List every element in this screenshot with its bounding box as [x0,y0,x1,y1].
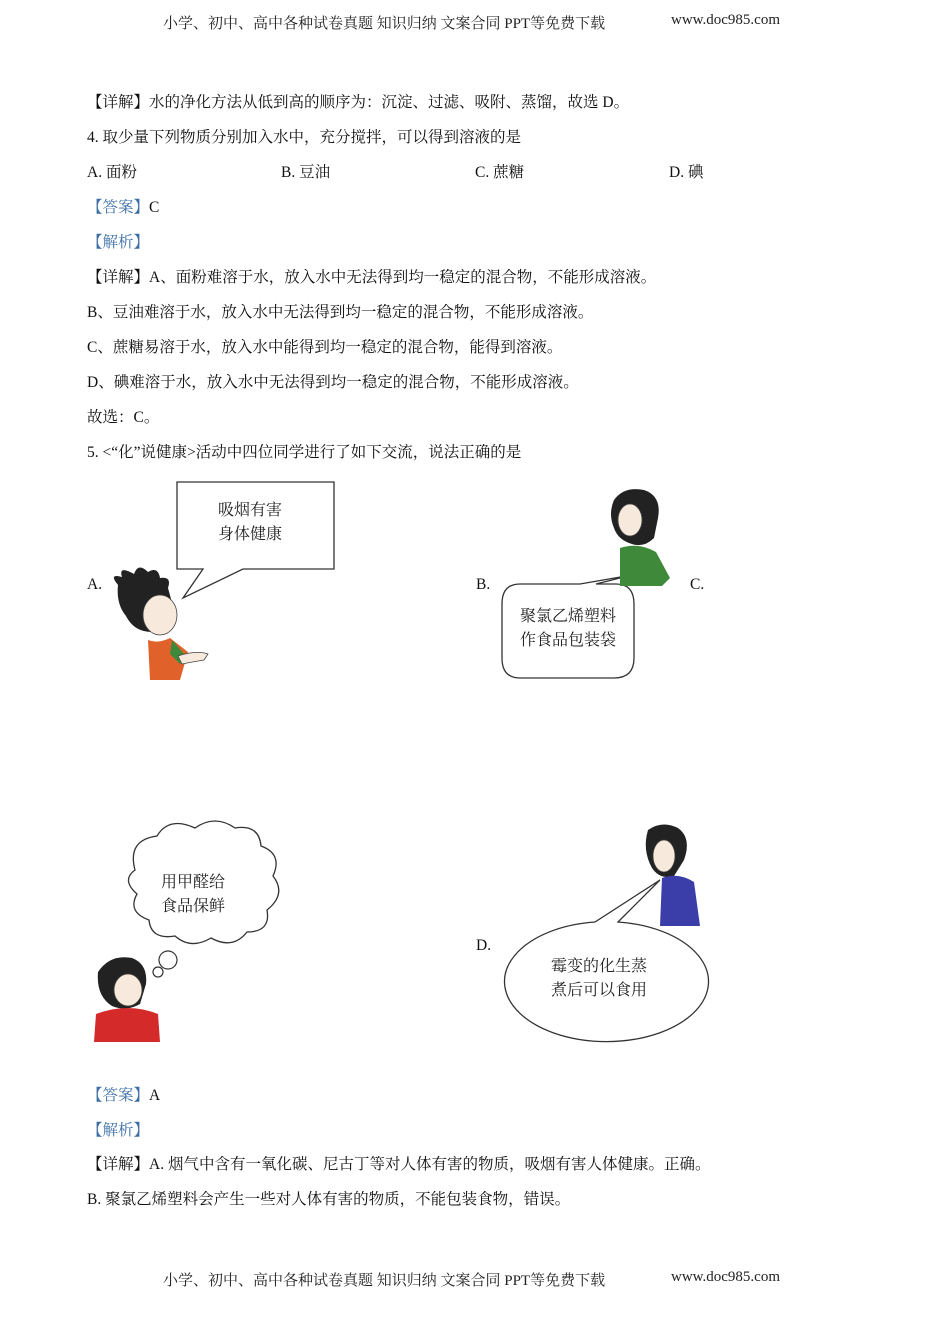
q5-analysis-tag: 【解析】 [87,1122,150,1139]
footer-site-link[interactable]: www.doc985.com [671,1269,781,1285]
q4-option-b: B. 豆油 [281,164,331,181]
answer-tag: 【答案】 [87,199,150,216]
header-text: 小学、初中、高中各种试卷真题 知识归纳 文案合同 PPT等免费下载 [163,16,606,32]
answer-tag: 【答案】 [87,1087,150,1104]
q4-detail-a: 【详解】A、面粉难溶于水，放入水中无法得到均一稳定的混合物，不能形成溶液。 [87,269,657,286]
bubble-c-text: 用甲醛给 食品保鲜 [160,872,225,915]
q4-detail-c: C、蔗糖易溶于水，放入水中能得到均一稳定的混合物，能得到溶液。 [87,339,563,356]
detail-tag: 【详解】 [87,94,150,111]
footer-text: 小学、初中、高中各种试卷真题 知识归纳 文案合同 PPT等免费下载 [163,1273,606,1289]
page-footer [163,1269,803,1290]
q5-detail-b: B. 聚氯乙烯塑料会产生一些对人体有害的物质，不能包装食物，错误。 [87,1191,571,1208]
q4-option-d: D. 碘 [669,164,704,181]
q4-answer: 【答案】C [87,199,160,216]
q4-detail-d: D、碘难溶于水，放入水中无法得到均一稳定的混合物，不能形成溶液。 [87,374,579,391]
q5-option-c-label: C. [690,576,705,593]
q5-option-a-label: A. [87,576,103,593]
q4-detail-b: B、豆油难溶于水，放入水中无法得到均一稳定的混合物，不能形成溶液。 [87,304,594,321]
q5-detail-a: 【详解】A. 烟气中含有一氧化碳、尼古丁等对人体有害的物质，吸烟有害人体健康。正确。 [87,1156,711,1173]
header-site-link[interactable]: www.doc985.com [671,12,781,28]
q4-option-a: A. 面粉 [87,164,137,181]
bubble-a-text: 吸烟有害 身体健康 [217,500,282,543]
bubble-b-text: 聚氯乙烯塑料 作食品包装袋 [519,606,616,649]
q4-conclusion: 故选：C。 [87,409,160,426]
q4-stem: 4. 取少量下列物质分别加入水中，充分搅拌，可以得到溶液的是 [87,129,522,146]
q5-option-d-label: D. [476,937,492,954]
q5-option-b-label: B. [476,576,491,593]
q4-option-c: C. 蔗糖 [475,164,525,181]
q4-analysis-tag: 【解析】 [87,234,150,251]
q3-detail: 【详解】水的净化方法从低到高的顺序为：沉淀、过滤、吸附、蒸馏，故选 D。 [87,94,630,111]
bubble-d-text: 霉变的化生蒸 煮后可以食用 [550,956,647,999]
q5-stem: 5. <“化”说健康>活动中四位同学进行了如下交流，说法正确的是 [87,444,522,461]
q5-answer: 【答案】A [87,1087,161,1104]
